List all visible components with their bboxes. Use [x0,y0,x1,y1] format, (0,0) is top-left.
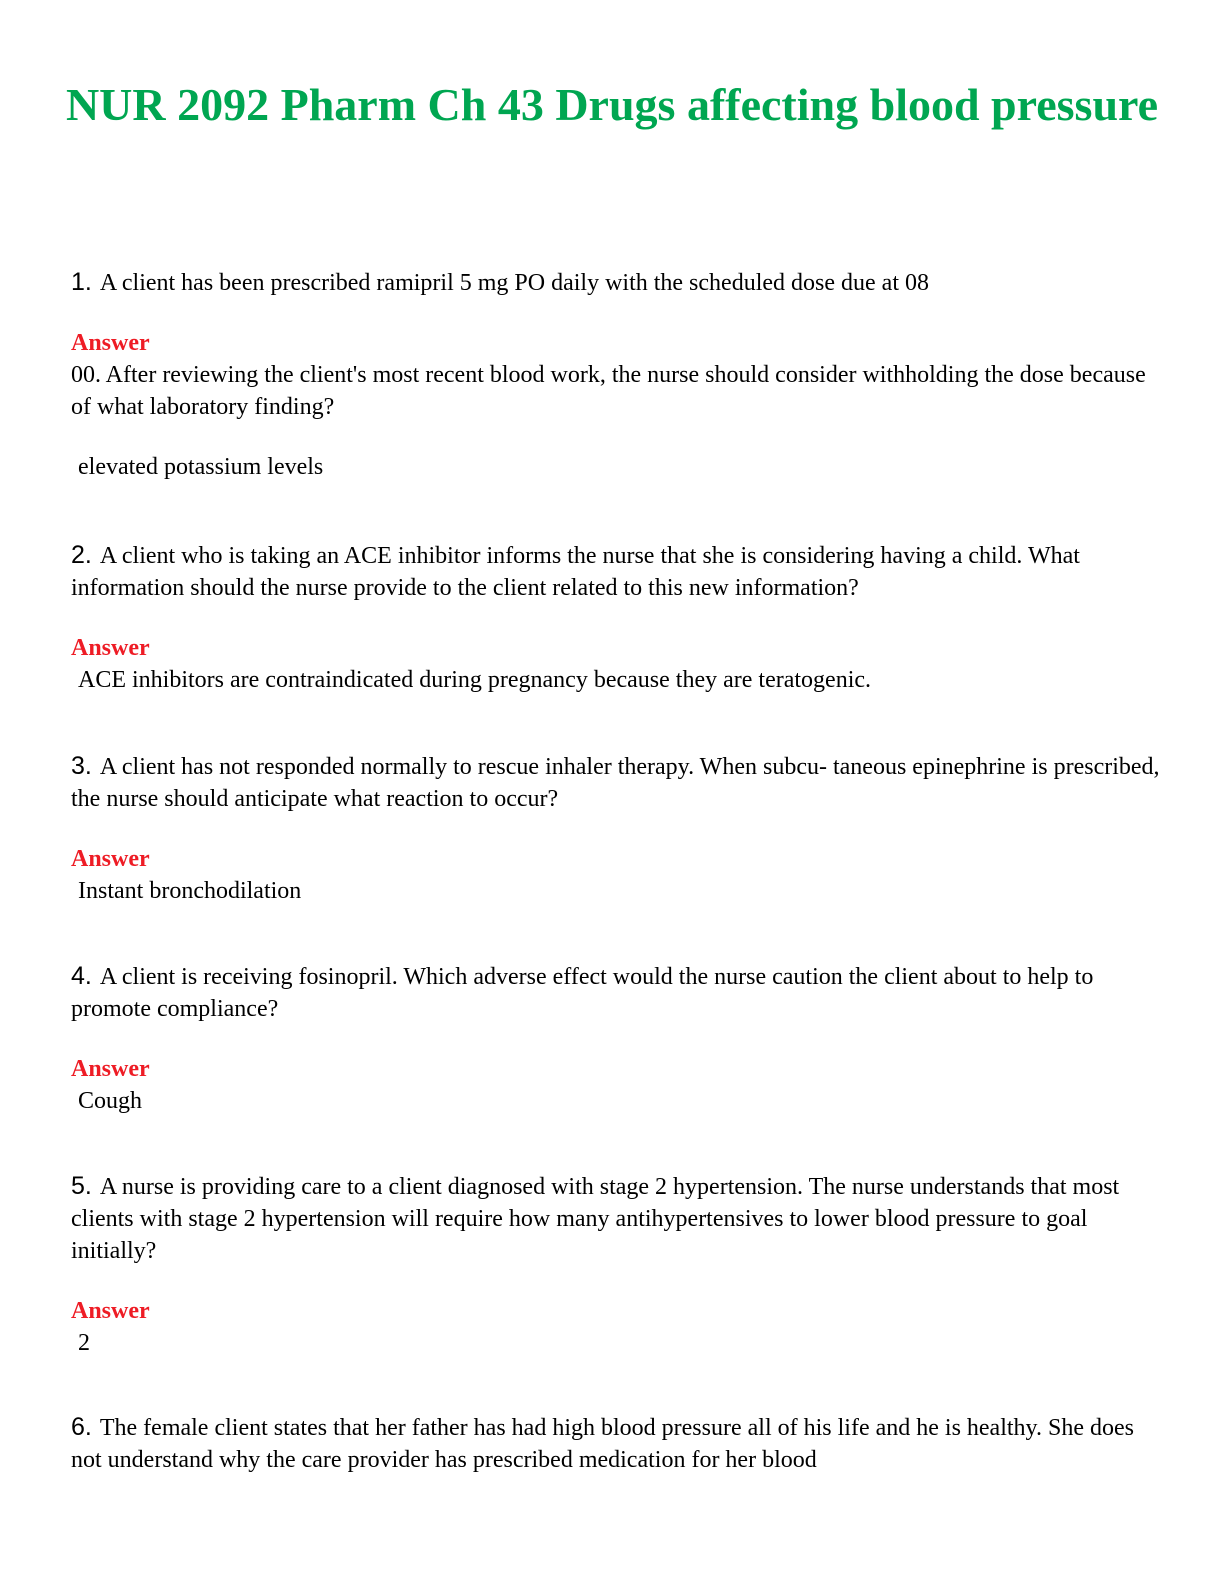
question-text: 5. A nurse is providing care to a client diagnosed with stage 2 hypertension. The nurse understands that most clients with stage 2 hypertension will require how many antihypertensives to lower blood pressure to goal initially? [71,1172,1120,1264]
answer-label: Answer [71,330,150,356]
question-number: 4. [71,962,92,990]
answer-text: Cough [78,1088,143,1114]
question-2 [71,539,1161,696]
question-6 [71,1411,1161,1476]
question-text: 3. A client has not responded normally to rescue inhaler therapy. When subcu- taneous epinephrine is prescribed, the nurse should anticipate what reaction to occur? [71,752,1160,812]
question-number: 2. [71,541,92,569]
question-3 [71,750,1161,907]
question-number: 5. [71,1172,92,1200]
answer-label: Answer [71,846,150,872]
question-number: 1. [71,268,92,296]
answer-text: Instant bronchodilation [78,878,302,904]
answer-text: ACE inhibitors are contraindicated during pregnancy because they are teratogenic. [78,667,872,693]
question-number: 3. [71,752,92,780]
document-title: NUR 2092 Pharm Ch 43 Drugs affecting blood pressure [65,79,1159,130]
question-number: 6. [71,1413,92,1441]
answer-lead-text: 00. After reviewing the client's most recent blood work, the nurse should consider withholding the dose because of what laboratory finding? [71,362,1152,420]
answer-text: elevated potassium levels [78,454,324,480]
question-text: 2. A client who is taking an ACE inhibitor informs the nurse that she is considering having a child. What information should the nurse provide to the client related to this new information? [71,541,1080,601]
question-text: 1. A client has been prescribed ramipril 5 mg PO daily with the scheduled dose due at 08 [71,268,929,296]
question-5 [71,1170,1161,1359]
answer-label: Answer [71,1056,150,1082]
answer-label: Answer [71,635,150,661]
question-text: 4. A client is receiving fosinopril. Which adverse effect would the nurse caution the client about to help to promote compliance? [71,962,1094,1022]
answer-label: Answer [71,1298,150,1324]
answer-text: 2 [78,1330,90,1356]
question-text: 6. The female client states that her father has had high blood pressure all of his life and he is healthy. She does not understand why the care provider has prescribed medication for her blood [71,1413,1134,1473]
question-1 [71,266,1161,483]
question-4 [71,960,1161,1117]
